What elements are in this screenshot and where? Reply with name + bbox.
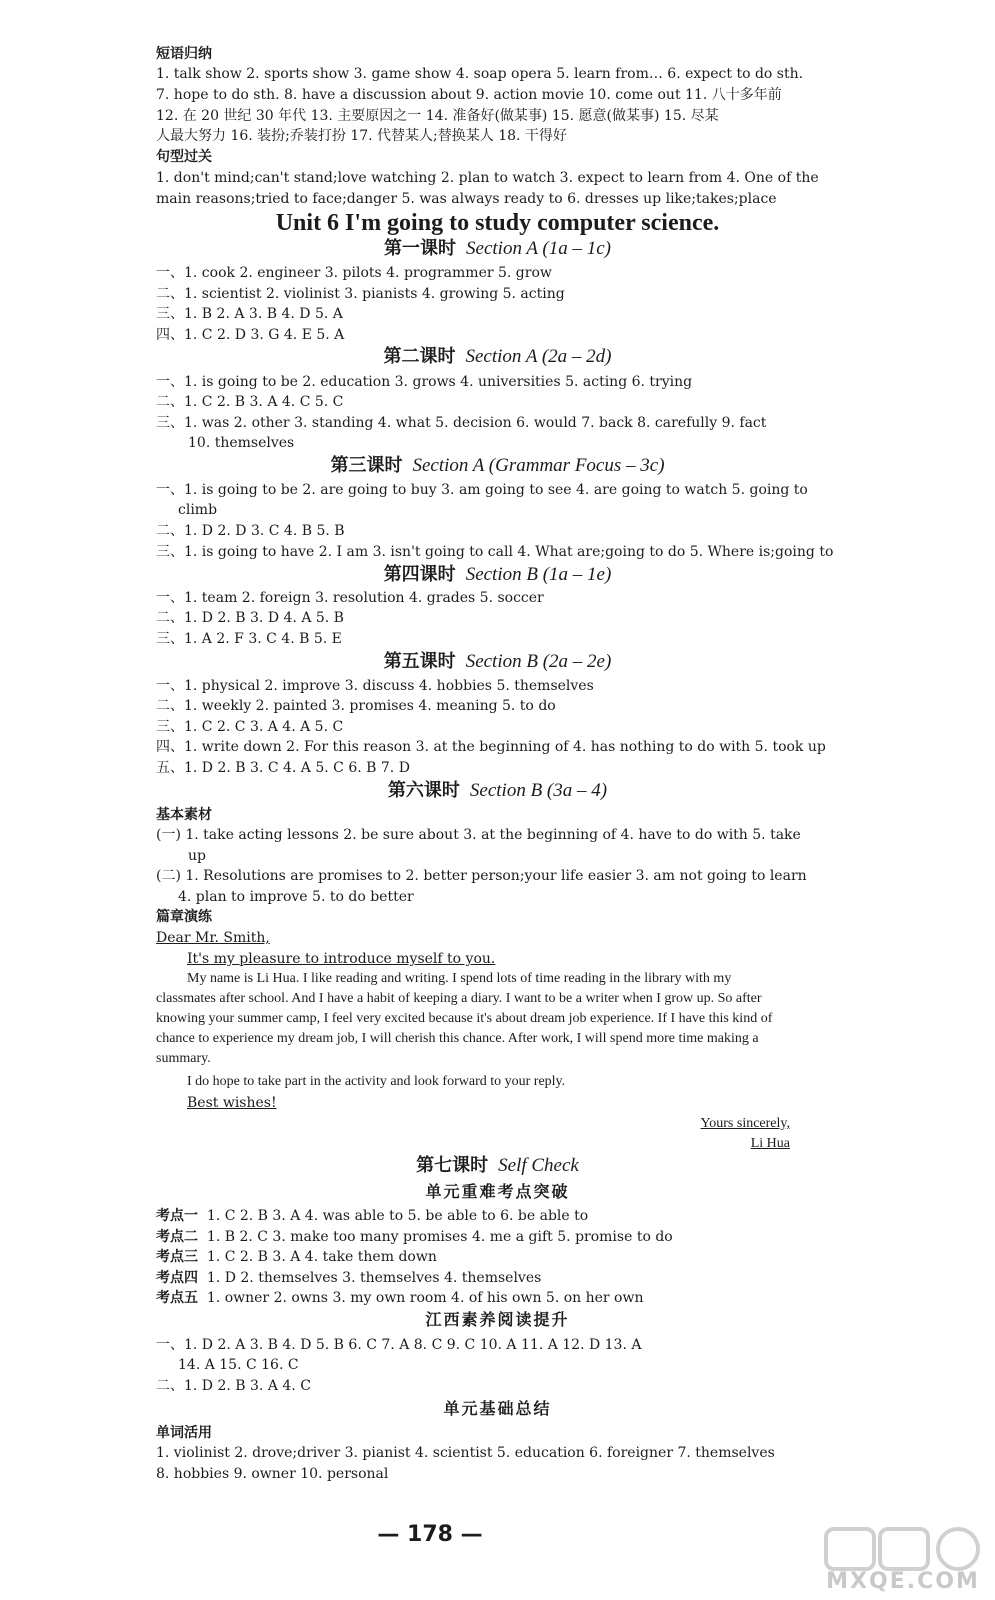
lesson-1-row-3: 三、1. B 2. A 3. B 4. D 5. A: [156, 306, 343, 322]
lesson-6-row-4: 4. plan to improve 5. to do better: [178, 889, 414, 905]
lesson-2-heading: [0, 345, 995, 369]
lesson-3-row-4: 三、1. is going to have 2. I am 3. isn't going to call 4. What are;going to do 5. Where is;going to: [156, 544, 834, 560]
lesson-4-row-1: 一、1. team 2. foreign 3. resolution 4. grades 5. soccer: [156, 590, 544, 606]
lesson-6-row-1: (一) 1. take acting lessons 2. be sure about 3. at the beginning of 4. have to do with 5. take: [156, 827, 801, 843]
lesson-1-row-1: 一、1. cook 2. engineer 3. pilots 4. programmer 5. grow: [156, 265, 552, 281]
lesson-2-row-4: 10. themselves: [188, 435, 295, 451]
phrases-line-1: 1. talk show 2. sports show 3. game show 4. soap opera 5. learn from… 6. expect to do sth.: [156, 66, 804, 82]
letter-body-2: I do hope to take part in the activity and look forward to your reply.: [187, 1074, 566, 1089]
lesson-6-row-3: (二) 1. Resolutions are promises to 2. better person;your life easier 3. am not going to learn: [156, 868, 807, 884]
key-point-4: [156, 1268, 795, 1288]
key-point-3-answers: 1. C 2. B 3. A 4. take them down: [206, 1249, 437, 1265]
reading-row-3: 二、1. D 2. B 3. A 4. C: [156, 1378, 311, 1394]
lesson-5-en: Section B (2a – 2e): [465, 651, 612, 672]
lesson-6-row-2: up: [188, 848, 206, 864]
lesson-7-heading: [0, 1154, 995, 1178]
essay-practice-heading: 篇章演练: [156, 909, 212, 925]
letter-closing: Best wishes!: [187, 1095, 277, 1111]
key-point-5-label: 考点五: [156, 1290, 198, 1306]
key-point-1-answers: 1. C 2. B 3. A 4. was able to 5. be able to 6. be able to: [206, 1208, 589, 1224]
page-number: — 178 —: [377, 1522, 483, 1547]
unit-summary-heading: 单元基础总结: [443, 1399, 552, 1418]
watermark-logo-icon: [818, 1525, 988, 1571]
phrases-line-4: 人最大努力 16. 装扮;乔装打扮 17. 代替某人;替换某人 18. 干得好: [156, 128, 567, 144]
lesson-3-row-3: 二、1. D 2. D 3. C 4. B 5. B: [156, 523, 345, 539]
lesson-2-row-2: 二、1. C 2. B 3. A 4. C 5. C: [156, 394, 344, 410]
word-usage-row-2: 8. hobbies 9. owner 10. personal: [156, 1466, 389, 1482]
lesson-7-cn: 第七课时: [416, 1155, 489, 1176]
word-usage-row-1: 1. violinist 2. drove;driver 3. pianist 4. scientist 5. education 6. foreigner 7. themselves: [156, 1445, 775, 1461]
sentences-line-1: 1. don't mind;can't stand;love watching 2. plan to watch 3. expect to learn from 4. One of the: [156, 170, 819, 186]
lesson-1-row-4: 四、1. C 2. D 3. G 4. E 5. A: [156, 327, 345, 343]
basic-material-heading: 基本素材: [156, 807, 212, 823]
lesson-3-row-2: climb: [178, 502, 218, 518]
lesson-1-heading: [0, 237, 995, 261]
lesson-2-row-1: 一、1. is going to be 2. education 3. grows 4. universities 5. acting 6. trying: [156, 374, 693, 390]
lesson-5-row-5: 五、1. D 2. B 3. C 4. A 5. C 6. B 7. D: [156, 760, 410, 776]
key-point-5: [156, 1288, 795, 1308]
lesson-3-cn: 第三课时: [330, 455, 403, 476]
unit-key-points-heading: 单元重难考点突破: [425, 1182, 570, 1201]
key-point-4-label: 考点四: [156, 1270, 198, 1286]
lesson-1-row-2: 二、1. scientist 2. violinist 3. pianists 4. growing 5. acting: [156, 286, 565, 302]
key-point-1-label: 考点一: [156, 1208, 198, 1224]
reading-row-2: 14. A 15. C 16. C: [178, 1357, 299, 1373]
key-point-1: [156, 1206, 795, 1226]
phrases-line-2: 7. hope to do sth. 8. have a discussion about 9. action movie 10. come out 11. 八十多年前: [156, 87, 782, 103]
unit-title: Unit 6 I'm going to study computer science.: [275, 210, 720, 236]
lesson-1-cn: 第一课时: [384, 238, 457, 259]
key-point-5-answers: 1. owner 2. owns 3. my own room 4. of his own 5. on her own: [206, 1290, 644, 1306]
lesson-5-row-1: 一、1. physical 2. improve 3. discuss 4. hobbies 5. themselves: [156, 678, 594, 694]
lesson-5-heading: [0, 650, 995, 674]
key-point-4-answers: 1. D 2. themselves 3. themselves 4. themselves: [206, 1270, 542, 1286]
watermark-text: MXQE.COM: [826, 1569, 980, 1594]
lesson-2-row-3: 三、1. was 2. other 3. standing 4. what 5. decision 6. would 7. back 8. carefully 9. fact: [156, 415, 767, 431]
sentences-heading: 句型过关: [156, 149, 212, 165]
lesson-4-row-3: 三、1. A 2. F 3. C 4. B 5. E: [156, 631, 342, 647]
key-point-2-answers: 1. B 2. C 3. make too many promises 4. me a gift 5. promise to do: [206, 1229, 673, 1245]
lesson-6-cn: 第六课时: [387, 780, 460, 801]
phrases-line-3: 12. 在 20 世纪 30 年代 13. 主要原因之一 14. 准备好(做某事) 15. 愿意(做某事) 15. 尽某: [156, 108, 719, 124]
phrases-heading: 短语归纳: [156, 46, 212, 62]
letter-sign-off: Yours sincerely,: [700, 1116, 790, 1131]
lesson-4-en: Section B (1a – 1e): [465, 564, 612, 585]
lesson-3-heading: [0, 454, 995, 478]
lesson-6-heading: [0, 779, 995, 803]
letter-greeting: Dear Mr. Smith,: [156, 930, 270, 946]
lesson-4-cn: 第四课时: [383, 564, 456, 585]
lesson-5-row-4: 四、1. write down 2. For this reason 3. at the beginning of 4. has nothing to do with 5. took up: [156, 739, 826, 755]
lesson-3-en: Section A (Grammar Focus – 3c): [412, 455, 665, 476]
lesson-2-en: Section A (2a – 2d): [465, 346, 612, 367]
lesson-5-row-2: 二、1. weekly 2. painted 3. promises 4. meaning 5. to do: [156, 698, 556, 714]
jiangxi-reading-heading: 江西素养阅读提升: [425, 1310, 570, 1329]
lesson-1-en: Section A (1a – 1c): [466, 238, 611, 259]
reading-row-1: 一、1. D 2. A 3. B 4. D 5. B 6. C 7. A 8. C 9. C 10. A 11. A 12. D 13. A: [156, 1337, 642, 1353]
lesson-5-cn: 第五课时: [383, 651, 456, 672]
key-point-2: [156, 1227, 795, 1247]
lesson-2-cn: 第二课时: [383, 346, 456, 367]
word-usage-heading: 单词活用: [156, 1425, 212, 1441]
site-watermark: [818, 1525, 988, 1595]
lesson-4-heading: [0, 563, 995, 587]
letter-body-1: My name is Li Hua. I like reading and writing. I spend lots of time reading in the library with my classmates after school. And I have a habit of keeping a diary. I want to be a writer when I grow up. So after knowing your summer camp, I feel very excited because it's about dream job experience. If I have this kind of chance to experience my dream job, I will cherish this chance. After work, I will spend more time making a summary.: [156, 971, 773, 1066]
sentences-line-2: main reasons;tried to face;danger 5. was always ready to 6. dresses up like;takes;place: [156, 191, 777, 207]
lesson-5-row-3: 三、1. C 2. C 3. A 4. A 5. C: [156, 719, 344, 735]
lesson-3-row-1: 一、1. is going to be 2. are going to buy 3. am going to see 4. are going to watch 5. going to: [156, 482, 808, 498]
key-point-2-label: 考点二: [156, 1229, 198, 1245]
lesson-6-en: Section B (3a – 4): [469, 780, 608, 801]
key-point-3: [156, 1247, 795, 1267]
letter-signature: Li Hua: [750, 1136, 790, 1151]
lesson-4-row-2: 二、1. D 2. B 3. D 4. A 5. B: [156, 610, 344, 626]
lesson-7-en: Self Check: [498, 1155, 579, 1176]
letter-opening: It's my pleasure to introduce myself to you.: [187, 951, 496, 967]
key-point-3-label: 考点三: [156, 1249, 198, 1265]
